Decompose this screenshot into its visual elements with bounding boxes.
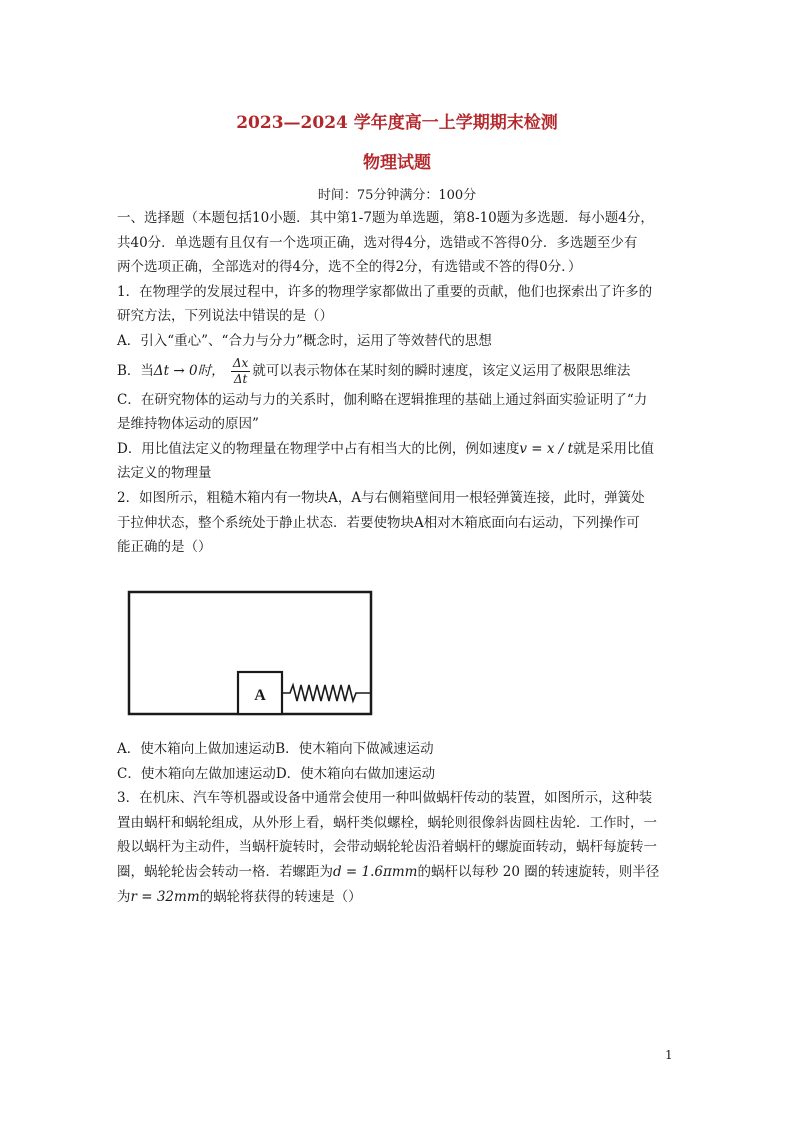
q3-line-4-prefix: 圈，蜗轮轮齿会转动一格．若螺距为: [117, 863, 333, 880]
exam-subject: 物理试题: [363, 153, 431, 173]
text-block-upper: [117, 206, 679, 560]
q3-line-2: 置由蜗杆和蜗轮组成，从外形上看，蜗杆类似螺栓，蜗轮则很像斜齿圆柱齿轮．工作时，一: [117, 814, 657, 831]
velocity-formula: v = x / t: [519, 440, 574, 457]
q1-option-b-prefix: B．当: [117, 362, 154, 379]
q3-line-5: [117, 885, 679, 910]
q2-options-cd: C．使木箱向左做加速运动D．使木箱向右做加速运动: [117, 765, 436, 782]
q1-stem-line-2: 研究方法，下列说法中错误的是（）: [117, 308, 333, 325]
q2-options-ab: A．使木箱向上做加速运动B．使木箱向下做减速运动: [117, 741, 434, 757]
q3-line-5-prefix: 为: [117, 888, 131, 905]
q1-option-b: [117, 354, 679, 388]
q1-stem-line-1: 1．在物理学的发展过程中，许多的物理学家都做出了重要的贡献，他们也探索出了许多的: [117, 283, 653, 300]
section-intro-line-3: 两个选项正确，全部选对的得4分，选不全的得2分，有选错或不答的得0分．）: [117, 259, 582, 276]
fraction-denominator: Δt: [233, 371, 248, 386]
section-intro-line-2: 共40分．单选题有且仅有一个选项正确，选对得4分，选错或不答得0分．多选题至少有: [117, 234, 638, 251]
exam-title: 2023—2024 学年度高一上学期期末检测: [236, 113, 558, 133]
q3-line-5-suffix: 的蜗轮将获得的转速是（）: [199, 888, 362, 905]
text-block-lower: [117, 737, 679, 909]
fraction-numerator: Δx: [232, 355, 249, 370]
q1-option-b-text: 就可以表示物体在某时刻的瞬时速度，该定义运用了极限思维法: [252, 362, 631, 379]
q1-option-c-line-2: 是维持物体运动的原因”: [117, 416, 259, 433]
q2-stem-line-2: 于拉伸状态，整个系统处于静止状态．若要使物块A相对木箱底面向右运动，下列操作可: [117, 514, 640, 531]
q3-line-4: [117, 860, 679, 885]
block-a-label: A: [254, 687, 266, 704]
q2-stem-line-3: 能正确的是（）: [117, 539, 212, 556]
q2-stem-line-1: 2．如图所示，粗糙木箱内有一物块A，A与右侧箱壁间用一根轻弹簧连接，此时，弹簧处: [117, 489, 645, 506]
q1-option-d-suffix: 就是采用比值: [573, 440, 655, 457]
q1-option-d-prefix: D．用比值法定义的物理量在物理学中占有相当大的比例，例如速度: [117, 440, 520, 457]
q1-option-a: A．引入“重心”、“合力与分力”概念时，运用了等效替代的思想: [117, 332, 492, 349]
time-info: 时间：75分钟满分：100分: [317, 188, 477, 203]
delta-fraction: [231, 356, 250, 387]
q3-line-1: 3．在机床、汽车等机器或设备中通常会使用一种叫做蜗杆传动的装置，如图所示，这种装: [117, 790, 653, 807]
q3-line-4-suffix: 的蜗杆以每秒 20 圈的转速旋转，则半径: [417, 863, 660, 880]
pitch-formula: d = 1.6πmm: [333, 863, 418, 880]
radius-formula: r = 32mm: [130, 888, 200, 905]
q1-option-d-line-1: [117, 437, 679, 462]
page-number: 1: [665, 1048, 673, 1062]
section-intro-line-1: 一、选择题（本题包括10小题．其中第1-7题为单选题，第8-10题为多选题．每小题4分，: [117, 210, 654, 226]
q1-option-d-line-2: 法定义的物理量: [117, 465, 212, 482]
box-spring-figure: [126, 588, 376, 718]
spring: [282, 685, 371, 701]
q1-option-c-line-1: C．在研究物体的运动与力的关系时，伽利略在逻辑推理的基础上通过斜面实验证明了“力: [117, 391, 648, 408]
q3-line-3: 般以蜗杆为主动件，当蜗杆旋转时，会带动蜗轮轮齿沿着蜗杆的螺旋面转动，蜗杆每旋转一: [117, 839, 657, 856]
q1-option-b-condition: Δt → 0时，: [153, 362, 225, 379]
